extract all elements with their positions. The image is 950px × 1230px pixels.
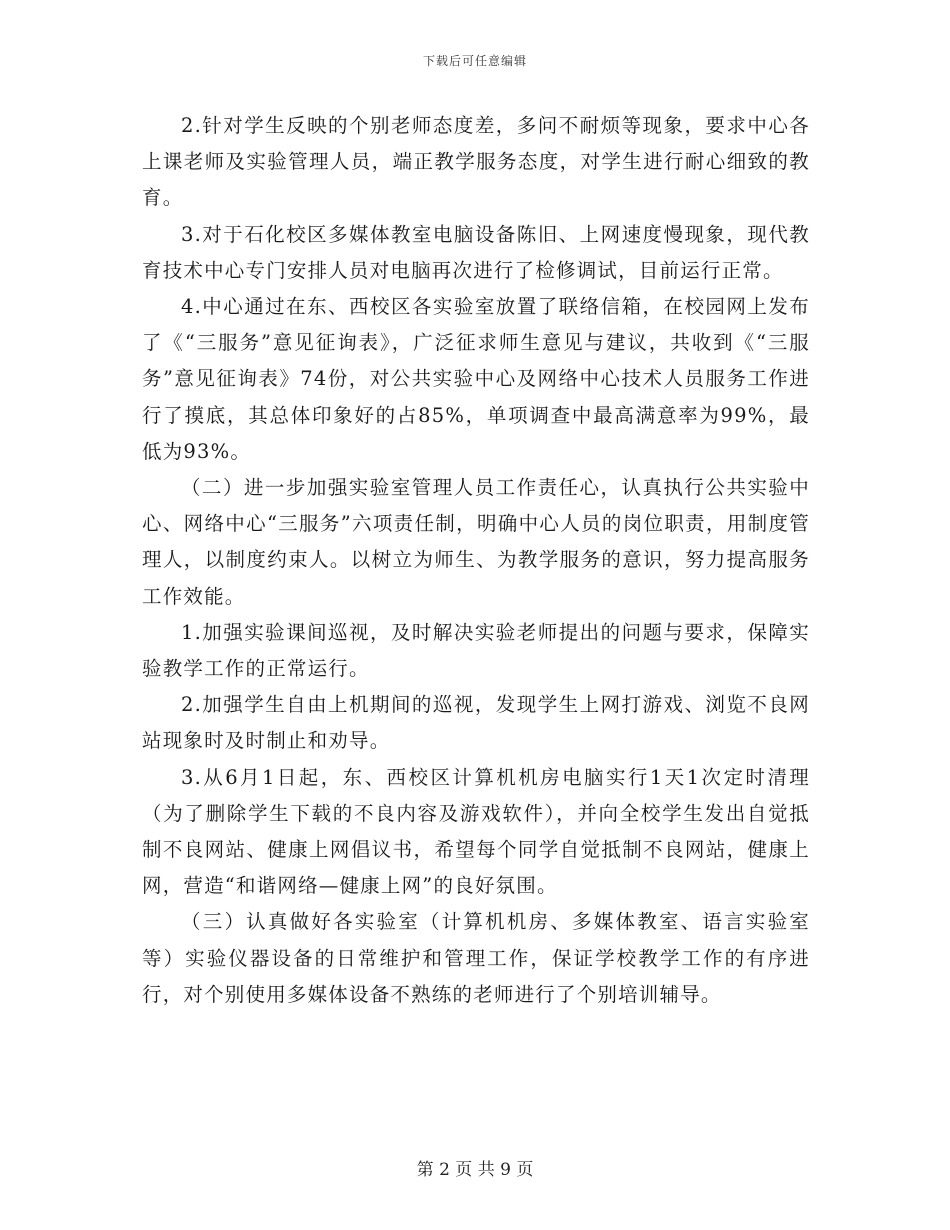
- paragraph-item-4: 4.中心通过在东、西校区各实验室放置了联络信箱，在校园网上发布了《“三服务”意见征询表》，广泛征求师生意见与建议，共收到《“三服务”意见征询表》74份，对公共实验中心及网络中心技术人员服务工作进行了摸底，其总体印象好的占85%，单项调查中最高满意率为99%，最低为93%。: [142, 295, 810, 463]
- paragraph-section-3: （三）认真做好各实验室（计算机机房、多媒体教室、语言实验室等）实验仪器设备的日常维护和管理工作，保证学校教学工作的有序进行，对个别使用多媒体设备不熟练的老师进行了个别培训辅导。: [142, 910, 810, 1006]
- paragraph-subitem-3: 3.从6月1日起，东、西校区计算机机房电脑实行1天1次定时清理（为了删除学生下载的不良内容及游戏软件），并向全校学生发出自觉抵制不良网站、健康上网倡议书，希望每个同学自觉抵制不良网站，健康上网，营造“和谐网络—健康上网”的良好氛围。: [142, 765, 810, 898]
- paragraph-section-2: （二）进一步加强实验室管理人员工作责任心，认真执行公共实验中心、网络中心“三服务”六项责任制，明确中心人员的岗位职责，用制度管理人，以制度约束人。以树立为师生、为教学服务的意识，努力提高服务工作效能。: [142, 476, 810, 608]
- document-body: [142, 108, 810, 1013]
- paragraph-subitem-2: 2.加强学生自由上机期间的巡视，发现学生上网打游戏、浏览不良网站现象时及时制止和劝导。: [142, 693, 810, 753]
- page-header-note: 下载后可任意编辑: [422, 54, 527, 68]
- paragraph-item-2: 2.针对学生反映的个别老师态度差，多问不耐烦等现象，要求中心各上课老师及实验管理人员，端正教学服务态度，对学生进行耐心细致的教育。: [142, 114, 810, 210]
- paragraph-item-3: 3.对于石化校区多媒体教室电脑设备陈旧、上网速度慢现象，现代教育技术中心专门安排人员对电脑再次进行了检修调试，目前运行正常。: [142, 222, 810, 282]
- page-number: 第 2 页 共 9 页: [416, 1160, 534, 1180]
- paragraph-subitem-1: 1.加强实验课间巡视，及时解决实验老师提出的问题与要求，保障实验教学工作的正常运行。: [142, 620, 810, 681]
